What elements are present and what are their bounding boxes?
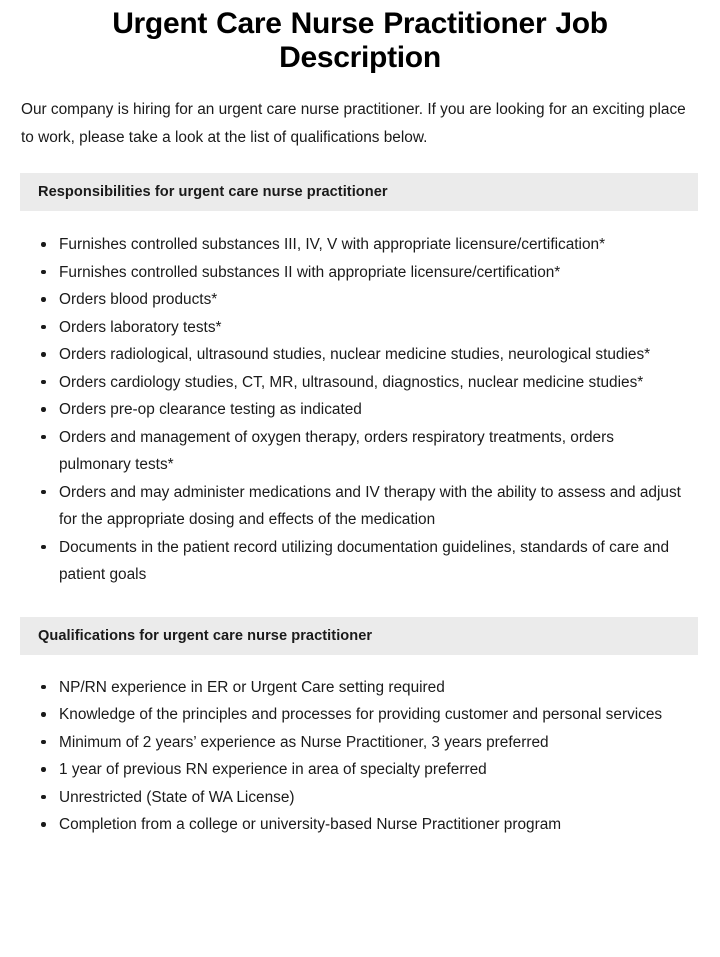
list-item (0, 341, 720, 369)
responsibilities-list (0, 211, 720, 589)
list-item-text: Furnishes controlled substances III, IV, V with appropriate licensure/certification* (59, 236, 606, 253)
intro-paragraph: Our company is hiring for an urgent care nurse practitioner. If you are looking for an exciting place to work, please take a look at the list of qualifications below. (21, 101, 686, 146)
list-item (0, 784, 720, 812)
list-item (0, 811, 720, 839)
list-item (0, 396, 720, 424)
bullet-icon (41, 545, 46, 550)
list-item (0, 701, 720, 729)
list-item-text: Completion from a college or university-based Nurse Practitioner program (59, 816, 562, 833)
list-item-text: Orders and management of oxygen therapy, orders respiratory treatments, orders pulmonary tests* (59, 428, 614, 473)
section-heading-label: Qualifications for urgent care nurse practitioner (38, 627, 373, 644)
bullet-icon (41, 270, 46, 275)
list-item (0, 259, 720, 287)
list-item (0, 286, 720, 314)
bullet-icon (41, 712, 46, 717)
bullet-icon (41, 380, 46, 385)
bullet-icon (41, 242, 46, 247)
bullet-icon (41, 740, 46, 745)
list-item (0, 729, 720, 757)
list-item-text: Documents in the patient record utilizing documentation guidelines, standards of care and patient goals (59, 538, 670, 583)
page-title: Urgent Care Nurse Practitioner Job Description (112, 7, 608, 74)
list-item-text: Orders radiological, ultrasound studies, nuclear medicine studies, neurological studies* (59, 346, 651, 363)
bullet-icon (41, 795, 46, 800)
list-item-text: 1 year of previous RN experience in area of specialty preferred (59, 761, 487, 778)
section-header-qualifications (20, 617, 698, 655)
list-item (0, 314, 720, 342)
list-item-text: Minimum of 2 years’ experience as Nurse Practitioner, 3 years preferred (59, 733, 549, 751)
list-item (0, 231, 720, 259)
list-item (0, 369, 720, 397)
list-item-text: Unrestricted (State of WA License) (59, 788, 295, 806)
list-item-text: Orders cardiology studies, CT, MR, ultrasound, diagnostics, nuclear medicine studies* (59, 373, 644, 391)
section-header-responsibilities (20, 173, 698, 211)
list-item (0, 534, 720, 589)
list-item-text: Furnishes controlled substances II with appropriate licensure/certification* (59, 263, 561, 281)
bullet-icon (41, 352, 46, 357)
bullet-icon (41, 407, 46, 412)
list-item-text: Orders pre-op clearance testing as indicated (59, 401, 362, 418)
bullet-icon (41, 767, 46, 772)
list-item-text: Orders blood products* (59, 291, 218, 308)
bullet-icon (41, 325, 46, 330)
list-item-text: Orders and may administer medications and IV therapy with the ability to assess and adjust for the appropriate dosing and effects of the medication (59, 483, 681, 528)
list-item (0, 756, 720, 784)
list-item (0, 479, 720, 534)
bullet-icon (41, 435, 46, 440)
list-item-text: Knowledge of the principles and processes for providing customer and personal services (59, 706, 663, 723)
list-item (0, 674, 720, 702)
list-item-text: NP/RN experience in ER or Urgent Care setting required (59, 678, 445, 696)
bullet-icon (41, 685, 46, 690)
qualifications-list (0, 655, 720, 839)
bullet-icon (41, 297, 46, 302)
list-item (0, 424, 720, 479)
list-item-text: Orders laboratory tests* (59, 318, 222, 336)
section-heading-label: Responsibilities for urgent care nurse practitioner (38, 184, 388, 200)
bullet-icon (41, 490, 46, 495)
bullet-icon (41, 822, 46, 827)
